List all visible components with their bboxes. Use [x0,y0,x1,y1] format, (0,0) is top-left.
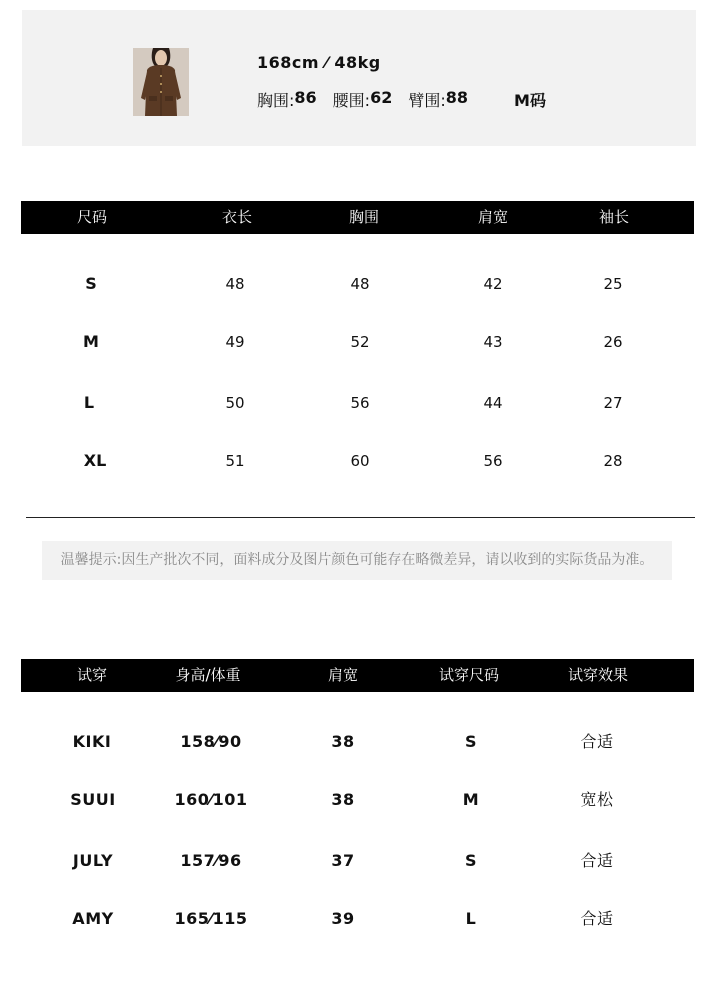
header-tester: 试穿 [76,666,108,684]
measurement-label: 胸围: [257,91,295,110]
size-label: M [83,332,99,351]
table-cell: L [465,909,477,928]
size-table-header [21,201,694,234]
header-bust: 胸围 [348,208,380,226]
header-length: 衣长 [221,208,253,226]
tester-name: KIKI [72,732,112,751]
measurement-value: 62 [370,88,393,107]
table-cell: 157⁄96 [180,851,242,870]
table-cell: 51 [225,452,245,470]
table-cell: 44 [483,394,503,412]
header-try-effect: 试穿效果 [567,666,629,684]
table-cell: 39 [331,909,355,928]
table-row [0,849,716,873]
tester-name: JULY [72,851,114,870]
table-cell: 48 [350,275,370,293]
size-label: S [85,274,97,293]
header-shoulder: 肩宽 [477,208,509,226]
header-height-weight: 身高/体重 [175,666,241,684]
table-row [0,272,716,296]
table-row [0,788,716,812]
section-divider [26,517,695,518]
measurement-label: 腰围: [332,91,371,110]
table-cell: 合适 [580,909,614,928]
table-row [0,449,716,473]
table-row [0,730,716,754]
table-cell: 56 [350,394,370,412]
table-cell: 38 [331,790,355,809]
header-shoulder: 肩宽 [327,666,359,684]
try-table-header [21,659,694,692]
table-cell: 56 [483,452,503,470]
table-cell: 60 [350,452,370,470]
table-cell: 26 [603,333,623,351]
tester-name: AMY [72,909,114,928]
table-cell: M [462,790,480,809]
model-measurements [257,88,546,111]
table-cell: S [464,732,478,751]
table-cell: 合适 [580,851,614,870]
size-label: L [83,393,95,412]
table-cell: 合适 [580,732,614,751]
table-cell: 27 [603,394,623,412]
size-label: XL [83,451,107,470]
table-cell: 43 [483,333,503,351]
measurement-value: 86 [294,88,317,107]
table-row [0,330,716,354]
measurement-value: 88 [445,88,469,107]
table-cell: 49 [225,333,245,351]
model-info-card [22,10,696,146]
model-photo [133,48,189,116]
table-cell: 37 [331,851,355,870]
table-cell: 宽松 [580,790,614,809]
table-cell: 38 [331,732,355,751]
model-height-weight: 168cm ⁄ 48kg [257,53,381,72]
table-cell: 28 [603,452,623,470]
notice-banner: 温馨提示:因生产批次不同，面料成分及图片颜色可能存在略微差异，请以收到的实际货品为准。 [42,541,672,580]
table-cell: 48 [225,275,245,293]
table-row [0,391,716,415]
table-cell: 42 [483,275,503,293]
table-cell: 165⁄115 [174,909,248,928]
table-cell: 52 [350,333,370,351]
model-size: M码 [514,91,546,110]
tester-name: SUUI [70,790,116,809]
header-try-size: 试穿尺码 [438,666,500,684]
table-cell: 50 [225,394,245,412]
table-cell: 158⁄90 [180,732,242,751]
table-cell: 25 [603,275,623,293]
header-sleeve: 袖长 [598,208,630,226]
table-cell: 160⁄101 [174,790,248,809]
header-size: 尺码 [76,208,108,226]
table-row [0,907,716,931]
table-cell: S [464,851,478,870]
measurement-label: 臂围: [408,91,446,110]
